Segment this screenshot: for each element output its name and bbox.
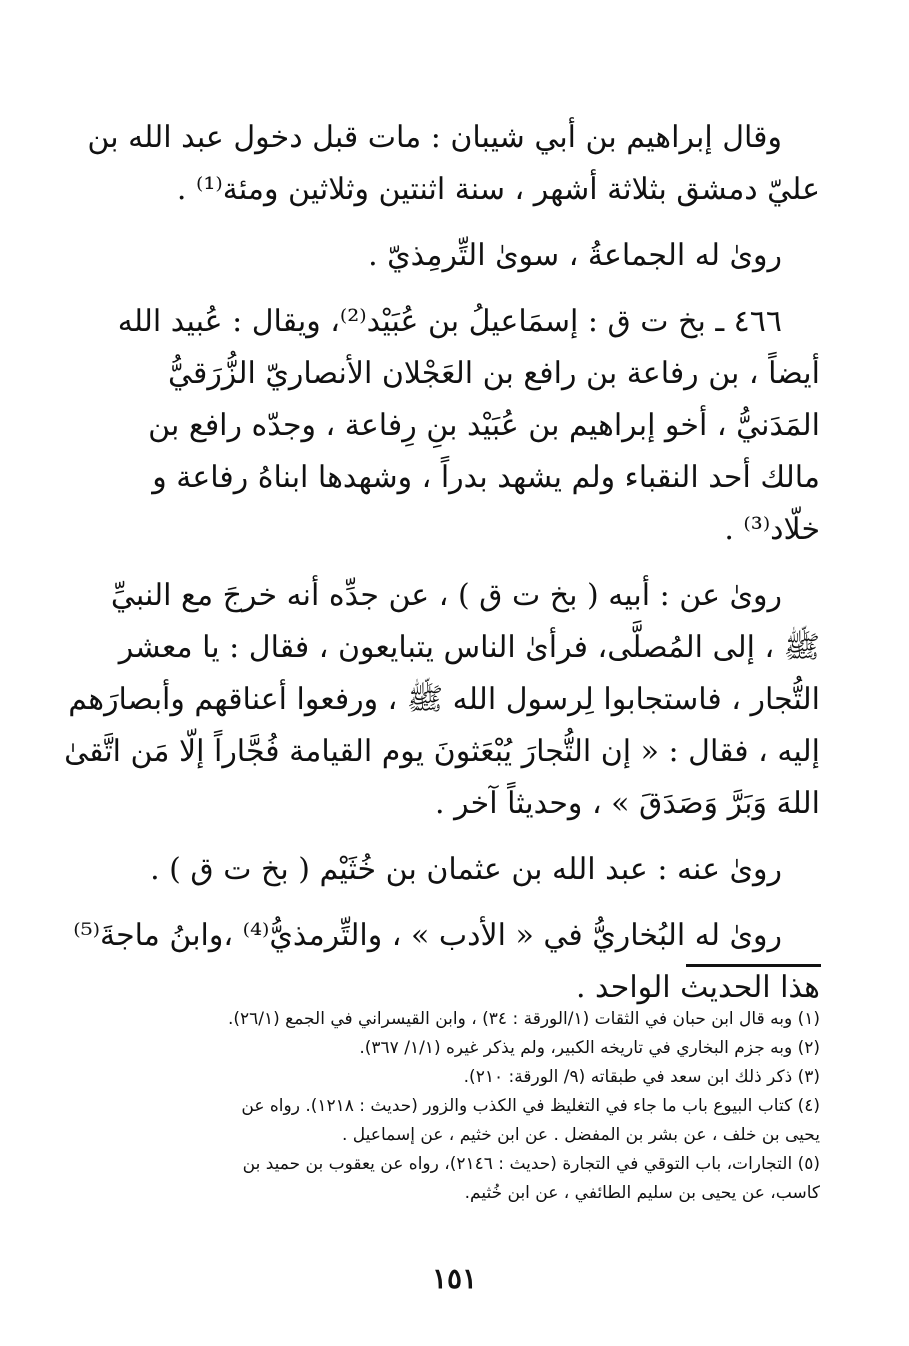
footnotes	[130, 1006, 820, 1209]
footnote: (٥) التجارات، باب التوقي في التجارة (حديث : ٢١٤٦)، رواه عن يعقوب بن حميد بن	[242, 1154, 820, 1174]
text-line: التُّجار ، فاستجابوا لِرسول الله ﷺ ، ورفعوا أعناقهم وأبصارَهم	[68, 682, 820, 717]
text-line: رویٰ له الجماعةُ ، سویٰ التِّرمِذيّ .	[368, 238, 782, 273]
text-line: ﷺ ، إلى المُصلَّى، فرأىٰ الناس يتبايعون ، فقال : يا معشر	[118, 630, 820, 665]
text-line: عليّ دمشق بثلاثة أشهر ، سنة اثنتين وثلاثين ومئة⁽¹⁾ .	[176, 172, 820, 207]
text-line: إليه ، فقال : « إن التُّجارَ يُبْعَثونَ يوم القيامة فُجَّاراً إلّا مَن اتَّقىٰ	[64, 734, 820, 769]
footnote-separator	[686, 964, 821, 967]
footnote-continuation: يحيى بن خلف ، عن بشر بن المفضل . عن ابن خثيم ، عن إسماعيل .	[341, 1125, 820, 1145]
text-line: رویٰ عنه : عبد الله بن عثمان بن خُثَيْم ( بخ ت ق ) .	[150, 852, 782, 887]
paragraph	[130, 844, 820, 896]
footnote: (١) وبه قال ابن حبان في الثقات (١/الورقة : ٣٤) ، وابن القيسراني في الجمع (٢٦/١).	[227, 1009, 820, 1029]
footnote: (٣) ذكر ذلك ابن سعد في طبقاته (٩/ الورقة: ٢١٠).	[463, 1067, 820, 1087]
text-line: رویٰ له البُخاريُّ في « الأدب » ، والتِّرمذيُّ⁽⁴⁾ ،وابنُ ماجةَ⁽⁵⁾	[73, 918, 782, 953]
text-line: وقال إبراهيم بن أبي شيبان : مات قبل دخول عبد الله بن	[87, 120, 782, 155]
entry-heading-line: ٤٦٦ ـ بخ ت ق : إسمَاعيلُ بن عُبَيْد⁽²⁾، ويقال : عُبيد الله	[117, 304, 782, 339]
page-number: ١٥١	[431, 1262, 478, 1295]
main-text	[64, 112, 820, 1028]
biography-entry	[117, 296, 820, 556]
text-line: هذا الحديث الواحد .	[575, 970, 820, 1005]
footnote-continuation: كاسب، عن يحيى بن سليم الطائفي ، عن ابن خُثيم.	[464, 1183, 820, 1203]
text-line: أيضاً ، بن رفاعة بن رافع بن العَجْلان الأنصاريّ الزُّرَقيُّ	[167, 356, 820, 391]
text-line: رویٰ عن : أبيه ( بخ ت ق ) ، عن جدِّه أنه خرجَ مع النبيِّ	[110, 578, 782, 613]
paragraph	[87, 112, 820, 216]
footnote: (٤) كتاب البيوع باب ما جاء في التغليظ في الكذب والزور (حديث : ١٢١٨). رواه عن	[241, 1096, 820, 1116]
text-line: مالك أحد النقباء ولم يشهد بدراً ، وشهدها ابناهُ رفاعة و	[152, 460, 820, 495]
footnote: (٢) وبه جزم البخاري في تاريخه الكبير، ولم يذكر غيره (١/١/ ٣٦٧).	[359, 1038, 820, 1058]
text-line: خلّاد⁽³⁾ .	[724, 512, 820, 547]
paragraph	[130, 230, 820, 282]
text-line: اللهَ وَبَرَّ وَصَدَقَ » ، وحديثاً آخر .	[435, 786, 820, 821]
text-line: المَدَنيُّ ، أخو إبراهيم بن عُبَيْد بنِ رِفاعة ، وجدّه رافع بن	[148, 408, 820, 443]
paragraph	[64, 570, 820, 830]
paragraph	[73, 910, 820, 1014]
